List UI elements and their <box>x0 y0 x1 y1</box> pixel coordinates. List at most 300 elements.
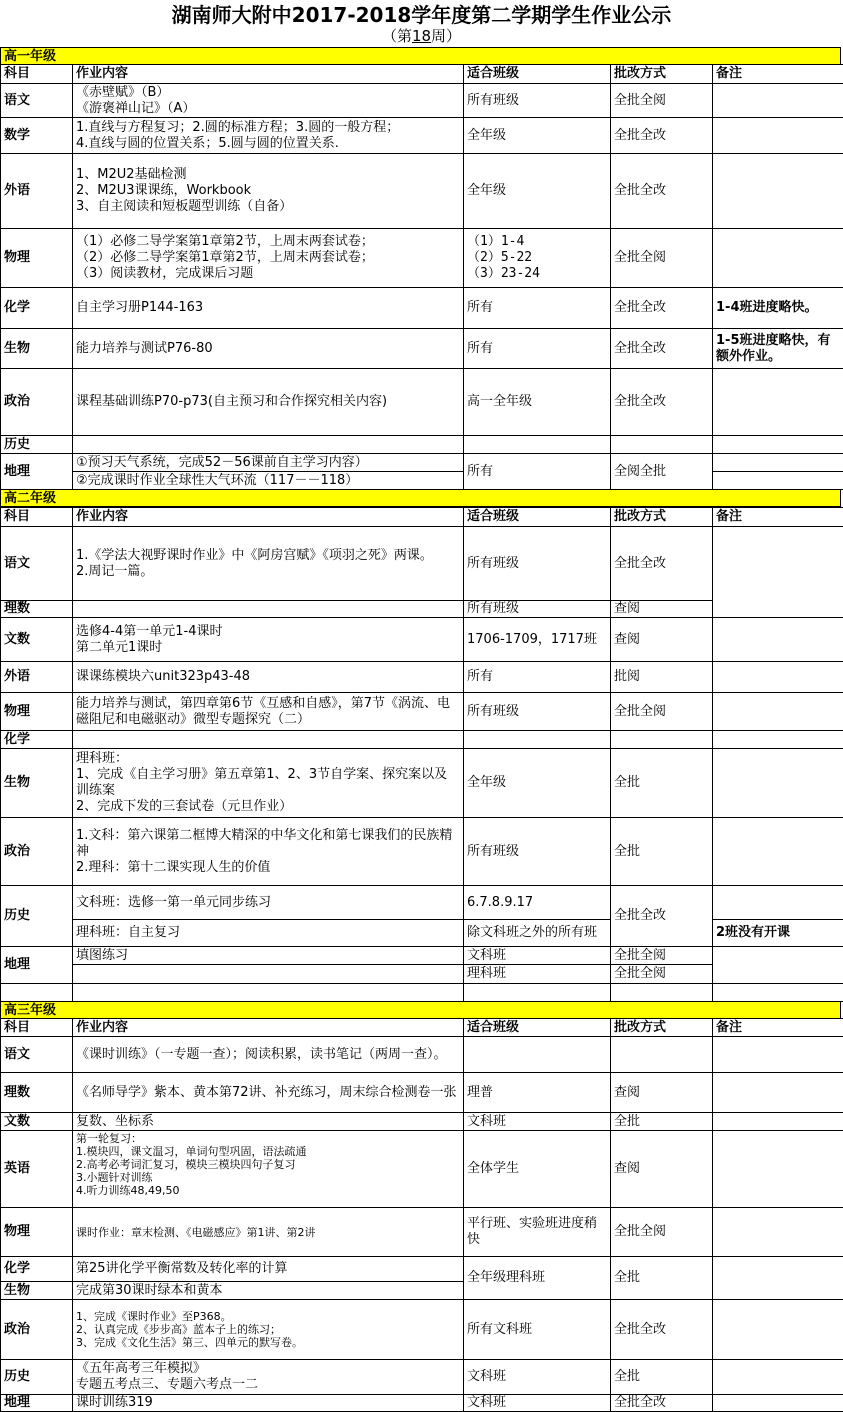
g3-row-shengwu-subject <box>0 1281 73 1300</box>
g1-row-shengwu-subject-text: 生物 <box>4 340 31 356</box>
g1-row-yuwen-content <box>72 83 464 118</box>
g1-row-yuwen-grading-text: 全批全阅 <box>614 92 667 108</box>
g1-row-huaxue-note-text: 1-4班进度略快。 <box>716 300 818 315</box>
g1-header-content <box>72 64 464 84</box>
g2-row-lishu-grading-text: 查阅 <box>614 601 641 616</box>
g1-row-huaxue-subject <box>0 287 73 329</box>
g2-row-zhengzhi-grading <box>610 817 713 886</box>
g1-row-wuli-grading-text: 全批全阅 <box>614 250 667 265</box>
g3-row-shengwu-content-text: 完成第30课时绿本和黄本 <box>76 1282 223 1298</box>
g2-row-dili-grading-1 <box>610 946 713 965</box>
g1-row-zhengzhi-class <box>463 368 611 436</box>
g3-row-yingyu-grading-text: 查阅 <box>614 1161 641 1176</box>
g1-header-grading-text: 批改方式 <box>614 66 667 81</box>
g3-row-huaxue-content-text: 第25讲化学平衡常数及转化率的计算 <box>76 1261 288 1276</box>
g1-row-waiyu-subject <box>0 153 73 229</box>
g2-row-zhengzhi-note <box>712 817 843 886</box>
g2-row-dili-grading-2-text: 全批全阅 <box>614 966 667 981</box>
g2-row-shengwu-content-text: 理科班： 1、完成《自主学习册》第五章第1、2、3节自学案、探究案以及训练案 2、完成下发的三套试卷（元旦作业） <box>76 751 448 814</box>
g2-row-wuli-grading-text: 全批全阅 <box>614 703 667 719</box>
g2-row-wuli-grading <box>610 692 713 731</box>
page-title: 湖南师大附中2017-2018学年度第二学期学生作业公示 <box>171 3 672 27</box>
g3-row-huaxue-subject-text: 化学 <box>4 1261 31 1276</box>
g2-header-content-text: 作业内容 <box>76 509 129 524</box>
g3-row-wenshu-grading-text: 全批 <box>614 1113 641 1129</box>
g2-row-yuwen-content-text: 1.《学法大视野课时作业》中《阿房宫赋》《项羽之死》两课。 2.周记一篇。 <box>76 547 433 579</box>
g2-row-wenshu-grading <box>610 617 713 662</box>
g1-row-shuxue-grading <box>610 117 713 154</box>
g3-header-grading <box>610 1018 713 1037</box>
g2-row-lishi-content-2-text: 理科班：自主复习 <box>76 925 181 940</box>
g2-row-zhengzhi-class-text: 所有班级 <box>467 843 520 859</box>
g1-row-waiyu-class-text: 全年级 <box>467 183 507 198</box>
g1-row-lishi-note <box>712 435 843 454</box>
g3-row-shengwu-subject-text: 生物 <box>4 1282 31 1298</box>
g2-row-yuwen-subject <box>0 526 73 601</box>
g1-row-huaxue-content-text: 自主学习册P144-163 <box>76 300 204 315</box>
g2-row-wuli-content <box>72 692 464 731</box>
g3-row-yingyu-subject-text: 英语 <box>4 1161 31 1176</box>
g3-row-huasheng-class <box>463 1256 611 1300</box>
g2-row-lishi-grading-text: 全批全改 <box>614 908 667 923</box>
week-number: 18 <box>411 27 432 45</box>
g1-row-lishi-subject-text: 历史 <box>4 436 31 452</box>
g2-row-yuwen-content <box>72 526 464 601</box>
g3-header-content <box>72 1018 464 1037</box>
g2-row-shengwu-subject <box>0 748 73 818</box>
g2-row-dili-content-2 <box>72 964 464 984</box>
g1-row-huaxue-note <box>712 287 843 329</box>
g3-header-subject <box>0 1018 73 1037</box>
g2-row-wenshu-note <box>712 617 843 662</box>
g1-row-dili-content-1-text: ①预习天气系统，完成52－56课前自主学习内容） <box>76 454 368 470</box>
g1-row-waiyu-subject-text: 外语 <box>4 183 31 198</box>
g2-row-wenshu-content-text: 选修4-4第一单元1-4课时 第二单元1课时 <box>76 623 223 655</box>
g3-row-yuwen-note <box>712 1036 843 1073</box>
g3-row-wuli-class-text: 平行班、实验班进度稍快 <box>467 1216 598 1247</box>
g1-row-dili-subject-text: 地理 <box>4 463 31 479</box>
g3-row-wenshu-class-text: 文科班 <box>467 1113 507 1129</box>
g2-row-lishi-class-1 <box>463 885 611 920</box>
g1-row-huaxue-class <box>463 287 611 329</box>
g3-row-yuwen-content-text: 《课时训练》（一专题一查）；阅读积累，读书笔记（两周一查）。 <box>76 1046 447 1062</box>
g1-row-zhengzhi-note <box>712 368 843 436</box>
g2-blank-subject <box>0 983 73 1002</box>
g1-row-wuli-subject-text: 物理 <box>4 250 31 265</box>
g1-row-shuxue-subject-text: 数学 <box>4 127 31 143</box>
g2-header-subject <box>0 507 73 527</box>
g3-row-lishi-grading <box>610 1359 713 1395</box>
g2-row-huaxue-subject-text: 化学 <box>4 731 31 747</box>
g1-header-subject <box>0 64 73 84</box>
g2-row-dili-content-text: 填图练习 <box>76 948 129 963</box>
g2-row-wuli-subject-text: 物理 <box>4 703 31 719</box>
g3-header-class-text: 适合班级 <box>467 1019 520 1035</box>
g3-row-wenshu-subject <box>0 1112 73 1131</box>
g2-row-yuwen-grading <box>610 526 713 601</box>
g3-row-yuwen-subject <box>0 1036 73 1073</box>
g2-row-waiyu-content-text: 课课练模块六unit323p43-48 <box>76 669 251 684</box>
g3-row-dili-grading <box>610 1394 713 1412</box>
g3-row-wenshu-content <box>72 1112 464 1131</box>
g1-row-dili-content-2-text: ②完成课时作业全球性大气环流（117－－118） <box>76 472 359 488</box>
g2-row-wuli-subject <box>0 692 73 731</box>
g2-row-lishu-class-text: 所有班级 <box>467 601 520 616</box>
g1-row-dili-content-2 <box>72 471 464 490</box>
g2-row-zhengzhi-class <box>463 817 611 886</box>
g1-row-shuxue-subject <box>0 117 73 154</box>
g3-header-grading-text: 批改方式 <box>614 1019 667 1035</box>
g3-row-lishu-grading-text: 查阅 <box>614 1084 641 1100</box>
g3-row-wuli-content <box>72 1207 464 1257</box>
g2-row-wuli-class-text: 所有班级 <box>467 703 520 719</box>
g2-row-dili-subject-text: 地理 <box>4 957 31 972</box>
g1-row-wuli-subject <box>0 228 73 288</box>
g2-row-wenshu-grading-text: 查阅 <box>614 631 641 647</box>
g2-row-dili-grading-2 <box>610 964 713 984</box>
g2-row-huaxue-note <box>712 730 843 749</box>
g1-row-wuli-content-text: （1）必修二导学案第1章第2节，上周末两套试卷； （2）必修二导学案第1章第2节，上周末两套试卷； （3）阅读教材，完成课后习题 <box>76 234 374 281</box>
g2-header-class <box>463 507 611 527</box>
section-grade-2: 高二年级 <box>0 489 841 507</box>
g2-row-waiyu-grading <box>610 661 713 693</box>
g1-row-wuli-class <box>463 228 611 288</box>
g1-row-waiyu-content-text: 1、M2U2基础检测 2、M2U3课课练，Workbook 3、自主阅读和短板题型训练（自备） <box>76 167 293 214</box>
g3-row-lishi-subject-text: 历史 <box>4 1369 31 1384</box>
g1-row-zhengzhi-subject <box>0 368 73 436</box>
g1-row-shuxue-class <box>463 117 611 154</box>
g1-row-zhengzhi-content-text: 课程基础训练P70-p73(自主预习和合作探究相关内容) <box>76 394 388 409</box>
g2-row-lishi-note-2 <box>712 919 843 947</box>
g2-row-waiyu-class-text: 所有 <box>467 669 494 684</box>
g2-row-lishu-content <box>72 600 464 618</box>
g2-row-zhengzhi-content <box>72 817 464 886</box>
g3-row-dili-content <box>72 1394 464 1412</box>
g2-row-zhengzhi-subject-text: 政治 <box>4 843 31 859</box>
g3-header-note-text: 备注 <box>716 1019 743 1035</box>
g1-header-content-text: 作业内容 <box>76 66 129 81</box>
g2-blank-grading <box>610 983 713 1002</box>
g1-header-note <box>712 64 843 84</box>
g1-row-lishi-subject <box>0 435 73 454</box>
g3-row-huasheng-note <box>712 1256 843 1300</box>
g1-header-note-text: 备注 <box>716 66 743 81</box>
g1-row-shuxue-note <box>712 117 843 154</box>
g3-row-lishu-content <box>72 1072 464 1113</box>
g3-row-dili-class <box>463 1394 611 1412</box>
g3-row-yuwen-class <box>463 1036 611 1073</box>
g2-row-lishi-grading <box>610 885 713 947</box>
g2-row-zhengzhi-content-text: 1.文科：第六课第二框博大精深的中华文化和第七课我们的民族精神 2.理科：第十二课实现人生的价值 <box>76 827 453 875</box>
g1-row-zhengzhi-class-text: 高一全年级 <box>467 394 533 409</box>
g3-row-lishi-subject <box>0 1359 73 1395</box>
g2-row-wenshu-class-text: 1706-1709，1717班 <box>467 631 597 647</box>
g3-row-wuli-note <box>712 1207 843 1257</box>
g2-row-lishi-content-1 <box>72 885 464 920</box>
g2-row-shengwu-grading <box>610 748 713 818</box>
g3-row-yuwen-subject-text: 语文 <box>4 1046 31 1062</box>
g1-row-zhengzhi-subject-text: 政治 <box>4 394 31 409</box>
g3-row-huasheng-grading <box>610 1256 713 1300</box>
g2-row-lishu-subject <box>0 600 73 618</box>
g1-row-dili-grading <box>610 453 713 490</box>
g1-row-huaxue-subject-text: 化学 <box>4 300 31 315</box>
g3-row-huaxue-content <box>72 1256 464 1282</box>
g3-row-yingyu-class-text: 全体学生 <box>467 1161 520 1176</box>
g2-row-dili-class-2-text: 理科班 <box>467 966 507 981</box>
g2-row-zhengzhi-grading-text: 全批 <box>614 843 641 859</box>
subtitle-suffix: 周） <box>431 27 462 45</box>
g2-row-dili-note <box>712 946 843 984</box>
g3-row-wenshu-class <box>463 1112 611 1131</box>
g2-row-lishi-class-2 <box>463 919 611 947</box>
g2-row-dili-class-1-text: 文科班 <box>467 947 507 963</box>
g2-row-huaxue-grading <box>610 730 713 749</box>
g2-row-dili-class-1 <box>463 946 611 965</box>
g3-row-wuli-subject <box>0 1207 73 1257</box>
g1-row-dili-class-text: 所有 <box>467 463 494 479</box>
g2-header-content <box>72 507 464 527</box>
g3-header-content-text: 作业内容 <box>76 1019 129 1035</box>
g2-row-yuwen-subject-text: 语文 <box>4 555 31 571</box>
g2-row-wenshu-content <box>72 617 464 662</box>
g3-row-zhengzhi-class-text: 所有文科班 <box>467 1321 533 1337</box>
g1-row-dili-note-2 <box>712 471 843 490</box>
g2-header-grading <box>610 507 713 527</box>
g2-row-huaxue-subject <box>0 730 73 749</box>
g3-row-wuli-subject-text: 物理 <box>4 1224 31 1239</box>
g3-row-zhengzhi-note <box>712 1299 843 1360</box>
g1-row-shuxue-class-text: 全年级 <box>467 127 507 143</box>
g3-row-wuli-class <box>463 1207 611 1257</box>
g1-header-class-text: 适合班级 <box>467 66 520 81</box>
g1-row-dili-content-1 <box>72 453 464 472</box>
g3-row-zhengzhi-grading <box>610 1299 713 1360</box>
g2-row-yuwen-class <box>463 526 611 601</box>
g3-row-lishi-grading-text: 全批 <box>614 1369 641 1384</box>
g1-row-waiyu-class <box>463 153 611 229</box>
g2-row-dili-content <box>72 946 464 965</box>
g3-row-yingyu-content <box>72 1130 464 1208</box>
g1-row-shengwu-content-text: 能力培养与测试P76-80 <box>76 340 213 356</box>
g2-row-waiyu-subject <box>0 661 73 693</box>
g2-row-yuwen-grading-text: 全批全改 <box>614 555 667 571</box>
g1-row-shengwu-grading <box>610 328 713 369</box>
g3-row-wuli-grading <box>610 1207 713 1257</box>
g3-row-lishu-class-text: 理普 <box>467 1084 494 1100</box>
g3-header-class <box>463 1018 611 1037</box>
g3-row-dili-class-text: 文科班 <box>467 1395 507 1410</box>
g2-row-huaxue-content <box>72 730 464 749</box>
subtitle-prefix: （第 <box>381 27 412 45</box>
g1-row-huaxue-grading-text: 全批全改 <box>614 300 667 315</box>
g1-row-shuxue-content <box>72 117 464 154</box>
g2-header-note <box>712 507 843 527</box>
g1-row-shengwu-grading-text: 全批全改 <box>614 340 667 356</box>
g3-row-lishu-class <box>463 1072 611 1113</box>
g1-row-zhengzhi-content <box>72 368 464 436</box>
g1-row-dili-subject <box>0 453 73 490</box>
g2-row-lishu-subject-text: 理数 <box>4 601 31 616</box>
g1-row-yuwen-note <box>712 83 843 118</box>
g2-row-lishu-grading <box>610 600 713 618</box>
g2-row-wuli-note <box>712 692 843 731</box>
g2-row-lishi-subject <box>0 885 73 947</box>
g2-blank-class <box>463 983 611 1002</box>
g1-row-shuxue-grading-text: 全批全改 <box>614 127 667 143</box>
g3-row-yingyu-note <box>712 1130 843 1208</box>
g1-row-yuwen-class-text: 所有班级 <box>467 92 520 108</box>
g2-blank-content <box>72 983 464 1002</box>
g2-row-lishi-note-1 <box>712 885 843 920</box>
g1-row-wuli-note <box>712 228 843 288</box>
g1-header-class <box>463 64 611 84</box>
g2-row-dili-subject <box>0 946 73 984</box>
g3-row-lishi-class-text: 文科班 <box>467 1369 507 1384</box>
g1-row-yuwen-content-text: 《赤壁赋》（B） 《游褒禅山记》（A） <box>76 84 196 116</box>
g3-row-wenshu-content-text: 复数、坐标系 <box>76 1113 155 1129</box>
g2-row-wuli-content-text: 能力培养与测试，第四章第6节《互感和自感》，第7节《涡流、电磁阻尼和电磁驱动》微型专题探究（二） <box>76 695 451 727</box>
g3-row-dili-subject <box>0 1394 73 1412</box>
g2-row-lishi-class-2-text: 除文科班之外的所有班 <box>467 925 598 940</box>
g3-row-yingyu-subject <box>0 1130 73 1208</box>
g1-row-shengwu-class-text: 所有 <box>467 340 494 356</box>
g3-row-huaxue-subject <box>0 1256 73 1282</box>
g2-row-shengwu-note <box>712 748 843 818</box>
g3-row-yingyu-class <box>463 1130 611 1208</box>
g3-row-lishu-subject-text: 理数 <box>4 1084 31 1100</box>
g2-header-grading-text: 批改方式 <box>614 509 667 524</box>
g3-row-lishi-class <box>463 1359 611 1395</box>
g2-header-subject-text: 科目 <box>4 509 31 524</box>
g3-row-yuwen-grading <box>610 1036 713 1073</box>
g3-row-wenshu-note <box>712 1112 843 1131</box>
g1-row-shuxue-content-text: 1.直线与方程复习；2.圆的标准方程；3.圆的一般方程； 4.直线与圆的位置关系；5.圆与圆的位置关系. <box>76 119 400 151</box>
g1-row-wuli-grading <box>610 228 713 288</box>
g3-row-yuwen-content <box>72 1036 464 1073</box>
g3-row-huasheng-class-text: 全年级理科班 <box>467 1270 546 1285</box>
g1-row-yuwen-subject-text: 语文 <box>4 92 31 108</box>
g3-row-wuli-grading-text: 全批全阅 <box>614 1224 667 1239</box>
g3-row-dili-note <box>712 1394 843 1412</box>
g2-row-waiyu-class <box>463 661 611 693</box>
g3-header-note <box>712 1018 843 1037</box>
g3-row-lishu-subject <box>0 1072 73 1113</box>
g1-row-dili-note-1 <box>712 453 843 472</box>
g1-row-wuli-class-text: （1）1-4 （2）5-22 （3）23-24 <box>467 234 540 281</box>
g2-row-shengwu-grading-text: 全批 <box>614 775 641 790</box>
g1-row-waiyu-note <box>712 153 843 229</box>
g3-row-zhengzhi-content <box>72 1299 464 1360</box>
g2-row-yuwen-class-text: 所有班级 <box>467 555 520 571</box>
g1-row-zhengzhi-grading <box>610 368 713 436</box>
g3-row-lishi-content-text: 《五年高考三年模拟》 专题五考点三、专题六考点一二 <box>76 1361 259 1392</box>
g1-row-yuwen-grading <box>610 83 713 118</box>
section-grade-1: 高一年级 <box>0 47 841 65</box>
g1-row-shengwu-class <box>463 328 611 369</box>
g3-row-shengwu-content <box>72 1281 464 1300</box>
g3-row-lishi-content <box>72 1359 464 1395</box>
g1-row-waiyu-grading-text: 全批全改 <box>614 183 667 198</box>
g2-row-lishu-class <box>463 600 611 618</box>
g3-row-yingyu-grading <box>610 1130 713 1208</box>
g1-row-wuli-content <box>72 228 464 288</box>
g3-row-zhengzhi-content-text: 1、完成《课时作业》至P368。 2、认真完成《步步高》蓝本子上的练习； 3、完成《文化生活》第三、四单元的默写卷。 <box>76 1310 303 1349</box>
g3-row-zhengzhi-subject-text: 政治 <box>4 1321 31 1337</box>
g2-row-huaxue-class <box>463 730 611 749</box>
g3-row-lishu-grading <box>610 1072 713 1113</box>
g3-row-lishu-content-text: 《名师导学》紫本、黄本第72讲、补充练习，周末综合检测卷一张 <box>76 1084 457 1100</box>
g3-row-dili-subject-text: 地理 <box>4 1395 31 1410</box>
g2-row-lishi-content-1-text: 文科班：选修一第一单元同步练习 <box>76 894 272 910</box>
g1-header-subject-text: 科目 <box>4 66 31 81</box>
g3-row-zhengzhi-grading-text: 全批全改 <box>614 1321 667 1337</box>
g3-row-lishi-note <box>712 1359 843 1395</box>
g1-row-yuwen-subject <box>0 83 73 118</box>
g1-row-shengwu-content <box>72 328 464 369</box>
g2-row-lishi-content-2 <box>72 919 464 947</box>
g2-row-wenshu-subject <box>0 617 73 662</box>
g1-row-shengwu-subject <box>0 328 73 369</box>
g2-row-shengwu-content <box>72 748 464 818</box>
page-subtitle <box>0 27 843 45</box>
g2-blank-note <box>712 983 843 1002</box>
g1-row-huaxue-grading <box>610 287 713 329</box>
g2-row-waiyu-subject-text: 外语 <box>4 669 31 684</box>
g3-row-dili-content-text: 课时训练319 <box>76 1395 153 1410</box>
g2-row-dili-grading-1-text: 全批全阅 <box>614 947 667 963</box>
g3-row-yingyu-content-text: 第一轮复习： 1.模块四，课文温习，单词句型巩固，语法疏通 2.高考必考词汇复习，模块三模块四句子复习 3.小题针对训练 4.听力训练48,49,50 <box>76 1132 307 1197</box>
g2-row-zhengzhi-subject <box>0 817 73 886</box>
g1-row-yuwen-class <box>463 83 611 118</box>
g1-row-dili-class <box>463 453 611 490</box>
g2-row-shengwu-subject-text: 生物 <box>4 775 31 790</box>
g2-row-lishi-subject-text: 历史 <box>4 908 31 923</box>
g2-row-wuli-class <box>463 692 611 731</box>
g1-header-grading <box>610 64 713 84</box>
g2-row-lishi-class-1-text: 6.7.8.9.17 <box>467 894 534 910</box>
g1-row-waiyu-content <box>72 153 464 229</box>
g1-row-lishi-grading <box>610 435 713 454</box>
g3-row-wuli-content-text: 课时作业：章末检测、《电磁感应》第1讲、第2讲 <box>76 1225 316 1239</box>
g3-row-huasheng-grading-text: 全批 <box>614 1270 641 1285</box>
g1-row-huaxue-content <box>72 287 464 329</box>
g2-row-waiyu-content <box>72 661 464 693</box>
g3-row-zhengzhi-class <box>463 1299 611 1360</box>
g2-row-waiyu-grading-text: 批阅 <box>614 669 641 684</box>
g2-row-shengwu-class <box>463 748 611 818</box>
g1-row-zhengzhi-grading-text: 全批全改 <box>614 394 667 409</box>
g3-row-lishu-note <box>712 1072 843 1113</box>
g1-row-dili-grading-text: 全阅全批 <box>614 463 667 479</box>
g1-row-lishi-class <box>463 435 611 454</box>
g2-row-lishi-note-2-text: 2班没有开课 <box>716 925 791 940</box>
g2-row-dili-class-2 <box>463 964 611 984</box>
g2-note-merged-top <box>712 526 843 618</box>
g1-row-shengwu-note-text: 1-5班进度略快，有额外作业。 <box>716 332 831 364</box>
g3-row-wenshu-grading <box>610 1112 713 1131</box>
g3-row-wenshu-subject-text: 文数 <box>4 1113 31 1129</box>
g2-row-wenshu-class <box>463 617 611 662</box>
g2-header-class-text: 适合班级 <box>467 509 520 524</box>
g3-row-zhengzhi-subject <box>0 1299 73 1360</box>
g1-row-waiyu-grading <box>610 153 713 229</box>
g2-row-waiyu-note <box>712 661 843 693</box>
g2-row-shengwu-class-text: 全年级 <box>467 775 507 790</box>
g1-row-shengwu-note <box>712 328 843 369</box>
g1-row-huaxue-class-text: 所有 <box>467 300 494 315</box>
g3-header-subject-text: 科目 <box>4 1019 31 1035</box>
